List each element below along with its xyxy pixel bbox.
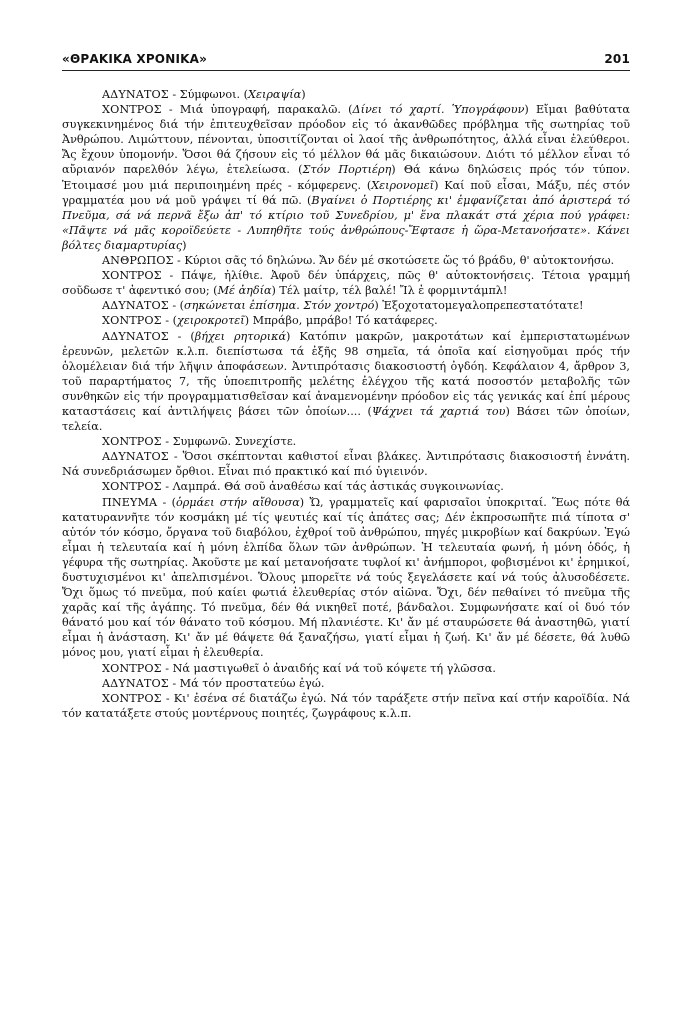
dialogue-text: ) Τέλ μαίτρ, τέλ βαλέ! Ἴλ ἐ φορμιντάμπλ! xyxy=(271,284,508,298)
dialogue-paragraph xyxy=(62,253,630,268)
page-number: 201 xyxy=(604,52,630,66)
dialogue-text: - Νά μαστιγωθεῖ ὁ ἀναιδής καί νά τοῦ κόψετε τή γλῶσσα. xyxy=(161,661,496,675)
dialogue-text: - Πάψε, ἠλίθιε. Ἀφοῦ δέν ὑπάρχεις, πῶς θ' αὐτοκτονήσεις. Τέτοια γραμμή σοῦδωσε τ' ἀφεντικό σου; ( xyxy=(62,269,630,298)
stage-direction: ὁρμάει στήν αἴθουσα xyxy=(175,495,300,509)
stage-direction: Ψάχνει τά χαρτιά του xyxy=(371,404,506,418)
stage-direction: Βγαίνει ὁ Πορτιέρης κι' ἐμφανίζεται ἀπό ἀριστερά τό Πνεῦμα, σά νά περνᾶ ἔξω ἀπ' τό κτίριο τοῦ Συνεδρίου, μ' ἕνα πλακάτ στά χέρια πού γράφει: «Πᾶψτε νά μᾶς κοροϊδεύετε - Λυπηθῆτε τούς ἀνθρώπους-Ἔφτασε ἡ ὥρα-Μετανοήσατε». Κάνει βόλτες διαμαρτυρίας xyxy=(62,193,630,252)
stage-direction: Χειρονομεῖ xyxy=(371,178,435,192)
dialogue-text: - Κι' ἐσένα σέ διατάζω ἐγώ. Νά τόν ταράξετε στήν πεῖνα καί στήν καροϊδία. Νά τόν κατατάξετε στούς μοντέρνους ποιητές, ζωγράφους κ.λ.π. xyxy=(62,691,630,720)
dialogue-text: ) xyxy=(182,238,187,252)
stage-direction: σηκώνεται ἐπίσημα. Στόν χοντρό xyxy=(184,299,375,313)
dialogue-text: ) Ὤ, γραμματεῖς καί φαρισαῖοι ὑποκριταί. Ἕως πότε θά κατατυραννῆτε τόν κοσμάκη μέ τίς ψευτιές καί τίς ἀπάτες σας; Δέν ἐκπροσωπῆτε πιά τίποτα σ' αὐτόν τόν κόσμο, ὄργανα τοῦ διαβόλου, ἐχθροί τοῦ ἀνθρώπου, πηγές μικροβίων καί δακρύων. Ἐγώ εἶμαι ἡ τελευταία καί ἡ μόνη ἐλπίδα ὅλων τῶν ἀνθρώπων. Ἡ τελευταία φωνή, ἡ μόνη ὁδός, ἡ γέφυρα τῆς σωτηρίας. Ἀκοῦστε με καί μετανοήσατε τυφλοί κι' ἀνήμποροι, φοβισμένοι κι' ἐρημικοί, δυστυχισμένοι κι' ἀπελπισμένοι. Ὅλους μπορεῖτε νά τούς ξεγελάσετε καί νά τούς ἀλυσοδέσετε. Ὄχι ὅμως τό πνεῦμα, πού καίει φωτιά ἐλευθερίας στόν αἰῶνα. Ὄχι, δέν πεθαίνει τό πνεῦμα τῆς χαρᾶς καί τῆς ἀγάπης. Τό πνεῦμα, δέν θά νικηθεῖ ποτέ, βάνδαλοι. Συμφωνήσατε καί οἱ δυό τόν θάνατό μου καί τόν θάνατο τοῦ κόσμου. Μή πλανιέστε. Κι' ἄν μέ σταυρώσετε θά ἀναστηθῶ, γιατί εἶμαι ἡ ἀνάσταση. Κι' ἄν μέ θάψετε θά ξαναζήσω, γιατί εἶμαι ἡ ζωή. Κι' ἄν μέ δέσετε, θά λυθῶ μόνος μου, γιατί εἶμαι ἡ ἐλευθερία. xyxy=(62,495,630,660)
running-header xyxy=(62,52,630,71)
dialogue-paragraph xyxy=(62,676,630,691)
speaker-name: ΑΔΥΝΑΤΟΣ xyxy=(102,329,169,343)
dialogue-text: - Μά τόν προστατεύω ἐγώ. xyxy=(168,676,325,690)
speaker-name: ΧΟΝΤΡΟΣ xyxy=(102,269,162,283)
stage-direction: Χειραψία xyxy=(248,88,302,101)
stage-direction: Δίνει τό χαρτί. Ὑπογράφουν xyxy=(352,103,525,117)
speaker-name: ΠΝΕΥΜΑ xyxy=(102,495,158,509)
dialogue-paragraph xyxy=(62,495,630,661)
speaker-name: ΧΟΝΤΡΟΣ xyxy=(102,435,162,449)
book-page xyxy=(62,52,630,721)
dialogue-paragraph xyxy=(62,449,630,479)
dialogue-text: ) Θά κάνω δηλώσεις πρός τόν τύπον. Ἑτοιμασέ μου μιά περιποιημένη πρές - κόμφερενς. ( xyxy=(62,163,631,192)
dialogue-paragraph xyxy=(62,102,630,253)
dialogue-paragraph xyxy=(62,329,630,435)
dialogue-text: - Συμφωνῶ. Συνεχίστε. xyxy=(161,435,297,449)
speaker-name: ΑΔΥΝΑΤΟΣ xyxy=(102,450,169,464)
dialogue-paragraph xyxy=(62,479,630,494)
speaker-name: ΧΟΝΤΡΟΣ xyxy=(102,103,162,117)
dialogue-text: - Μιά ὑπογραφή, παρακαλῶ. ( xyxy=(161,103,353,117)
speaker-name: ΑΔΥΝΑΤΟΣ xyxy=(102,299,169,313)
dialogue-paragraph xyxy=(62,434,630,449)
stage-direction: Στόν Πορτιέρη xyxy=(302,163,392,177)
speaker-name: ΧΟΝΤΡΟΣ xyxy=(102,691,162,705)
dialogue-text: - Σύμφωνοι. ( xyxy=(168,88,248,101)
dialogue-paragraph xyxy=(62,268,630,298)
running-title: «ΘΡΑΚΙΚΑ ΧΡΟΝΙΚΑ» xyxy=(62,52,208,66)
dialogue-paragraph xyxy=(62,691,630,721)
dialogue-text: ) Ἐξοχοτατομεγαλοπρεπεστατότατε! xyxy=(374,299,584,313)
speaker-name: ΑΝΘΡΩΠΟΣ xyxy=(102,254,174,268)
dialogue-text: ) Εἴμαι βαθύτατα συγκεκινημένος διά τήν ἐπιτευχθεῖσαν πρόοδον εἰς τό ἀκανθῶδες πρόβλημα τῆς σωτηρίας τοῦ Ἀνθρώπου. Λιμώττουν, πένονται, ὑποσιτίζονται οἱ λαοί τῆς ἀνθρωπότητος, ἀλλά εἶναι ἐλεύθεροι. Ἄς ἔχουν ὑπομονήν. Ὅσοι θά ζήσουν εἰς τό μέλλον θά μᾶς δικαιώσουν. Διότι τό μέλλον εἶναι τό αὔριανόν παρελθόν λέγω, ἐτελείωσα. ( xyxy=(62,103,630,177)
dialogue-paragraph xyxy=(62,313,630,328)
stage-direction: βήχει ρητορικά xyxy=(194,329,287,343)
dialogue-paragraph xyxy=(62,87,630,102)
dialogue-text: - Λαμπρά. Θά σοῦ ἀναθέσω καί τάς ἀστικάς συγκοινωνίας. xyxy=(161,480,504,494)
stage-direction: χειροκροτεῖ xyxy=(176,314,245,328)
dialogue-text: - Κύριοι σᾶς τό δηλώνω. Ἄν δέν μέ σκοτώσετε ὥς τό βράδυ, θ' αὐτοκτονήσω. xyxy=(173,254,615,268)
dialogue-text: ) Καί ποῦ εἶσαι, Μάξυ, πές στόν γραμματέα μου νά μοῦ γράψει τί θά πῶ. ( xyxy=(62,178,631,207)
dialogue-paragraph xyxy=(62,661,630,676)
dialogue-text: ) Κατόπιν μακρῶν, μακροτάτων καί ἐμπεριστατωμένων ἐρευνῶν, μελετῶν κ.λ.π. διεπίστωσα τά ἐξῆς 98 σημεῖα, τά ὁποῖα καί εἰσηγοῦμαι πρός τήν ὁλομέλειαν διά τήν λῆψιν ἀποφάσεων. Ἀντιπρότασις διακοσιοστή ὀγδόη. Κεφάλαιον 4, ἄρθρον 3, τοῦ παραρτήματος 7, τῆς ὑποεπιτροπῆς μελέτης ἐλέγχου τῆς κατά ποσοστόν μεταβολῆς τῶν συνθηκῶν εἰς τήν προγραμματισθεῖσαν καί ἀναμενομένην πρόοδον εἰς τάς γενικάς καί ἐπί μέρους καταστάσεις καί ἀντιλήψεις βάσει τῶν ὁποίων.... ( xyxy=(62,329,630,418)
dialogue-text: - ( xyxy=(168,329,195,343)
dialogue-text: ) xyxy=(301,88,306,101)
stage-direction: Μέ ἀηδία xyxy=(217,284,272,298)
dialogue-text: ) Βάσει τῶν ὁποίων, τελεία. xyxy=(62,404,631,434)
dialogue-text: - ( xyxy=(157,495,176,509)
speaker-name: ΧΟΝΤΡΟΣ xyxy=(102,480,162,494)
play-text xyxy=(62,87,630,721)
dialogue-text: - ( xyxy=(168,299,185,313)
speaker-name: ΧΟΝΤΡΟΣ xyxy=(102,314,162,328)
speaker-name: ΑΔΥΝΑΤΟΣ xyxy=(102,88,169,101)
speaker-name: ΑΔΥΝΑΤΟΣ xyxy=(102,676,169,690)
dialogue-paragraph xyxy=(62,298,630,313)
dialogue-text: - Ὅσοι σκέπτονται καθιστοί εἶναι βλάκες. Ἀντιπρότασις διακοσιοστή ἐννάτη. Νά συνεδριάσωμεν ὄρθιοι. Εἶναι πιό πρακτικό καί πιό ὑγιεινόν. xyxy=(62,450,630,479)
speaker-name: ΧΟΝΤΡΟΣ xyxy=(102,661,162,675)
dialogue-text: - ( xyxy=(161,314,177,328)
dialogue-text: ) Μπράβο, μπράβο! Τό κατάφερες. xyxy=(244,314,438,328)
